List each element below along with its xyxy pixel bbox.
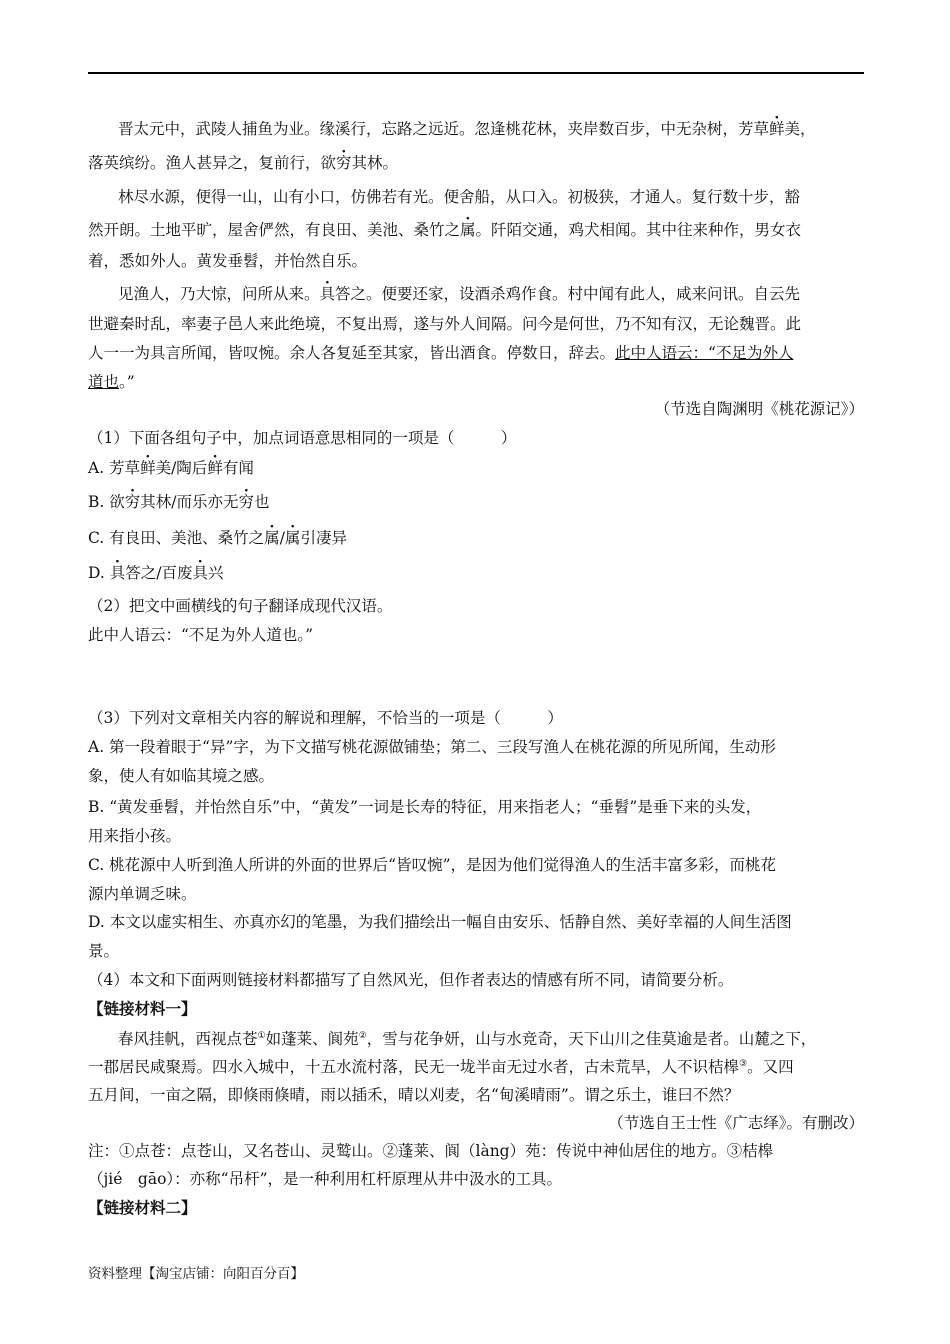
q1-stem: （1）下面各组句子中，加点词语意思相同的一项是（ ） <box>88 429 517 447</box>
material-1-line1: 春风挂帆，西视点苍①如蓬莱、阆苑②，雪与花争妍，山与水竞奇，天下山川之佳莫逾是者。山麓之下， <box>118 1030 817 1048</box>
material-1-note-line1: 注：①点苍：点苍山，又名苍山、灵鹫山。②蓬莱、阆（làng）苑：传说中神仙居住的地方。③桔槔 <box>88 1142 774 1160</box>
q2-stem: （2）把文中画横线的句子翻译成现代汉语。 <box>88 597 393 615</box>
passage-p3-line1: 见渔人，乃大惊，问所从来。具答之。便要还家，设酒杀鸡作食。村中闻有此人，咸来问讯。自云先 <box>118 285 801 303</box>
q3-option-d-line1: D. 本文以虚实相生、亦真亦幻的笔墨，为我们描绘出一幅自由安乐、恬静自然、美好幸福的人间生活图 <box>88 913 792 931</box>
header-rule <box>88 72 864 74</box>
material-1-title: 【链接材料一】 <box>88 999 197 1018</box>
passage-p3-line2: 世避秦时乱，率妻子邑人来此绝境，不复出焉，遂与外人间隔。问今是何世，乃不知有汉，无论魏晋。此 <box>88 315 802 333</box>
q3-option-d-line2: 景。 <box>88 942 120 960</box>
q1-option-a: A. 芳草鲜美/陶后鲜有闻 <box>88 459 254 477</box>
passage-p1-line2: 落英缤纷。渔人甚异之，复前行，欲穷其林。 <box>88 154 399 172</box>
underlined-sentence: 此中人语云：“不足为外人 <box>615 344 794 362</box>
passage-p3-line4: 道也。” <box>88 373 135 391</box>
material-1-line3: 五月间，一亩之隔，即倏雨倏晴，雨以插禾，晴以刈麦，名“甸溪晴雨”。谓之乐土，谁曰不然？ <box>88 1086 740 1104</box>
q4-stem: （4）本文和下面两则链接材料都描写了自然风光，但作者表达的情感有所不同，请简要分析。 <box>88 971 734 989</box>
material-1-source: （节选自王士性《广志绎》。有删改） <box>608 1114 864 1132</box>
q1-option-b: B. 欲穷其林/而乐亦无穷也 <box>88 493 270 511</box>
passage-p1-line1: 晋太元中，武陵人捕鱼为业。缘溪行，忘路之远近。忽逢桃花林，夹岸数百步，中无杂树，芳草鲜美， <box>118 120 816 138</box>
material-1-line2: 一郡居民咸聚焉。四水入城中，十五水流村落，民无一垅半亩无过水者，古未荒旱，人不识桔槔③。又四 <box>88 1058 794 1076</box>
q3-option-b-line2: 用来指小孩。 <box>88 827 182 845</box>
footer-text: 资料整理【淘宝店铺：向阳百分百】 <box>88 1266 304 1282</box>
passage-p2-line3: 着，悉如外人。黄发垂髫，并怡然自乐。 <box>88 252 368 270</box>
q3-stem: （3）下列对文章相关内容的解说和理解，不恰当的一项是（ ） <box>88 709 563 727</box>
passage-p2-line1: 林尽水源，便得一山，山有小口，仿佛若有光。便舍船，从口入。初极狭，才通人。复行数十步，豁 <box>118 188 801 206</box>
q3-option-a-line2: 象，使人有如临其境之感。 <box>88 767 275 785</box>
q3-option-c-line2: 源内单调乏味。 <box>88 885 197 903</box>
q2-sentence: 此中人语云：“不足为外人道也。” <box>88 626 314 644</box>
passage-source: （节选自陶渊明《桃花源记》） <box>654 400 864 418</box>
material-1-note-line2: （jié gāo）：亦称“吊杆”，是一种利用杠杆原理从井中汲水的工具。 <box>88 1170 563 1188</box>
passage-p2-line2: 然开朗。土地平旷，屋舍俨然，有良田、美池、桑竹之属。阡陌交通，鸡犬相闻。其中往来种作，男女衣 <box>88 221 802 239</box>
q1-option-d: D. 具答之/百废具兴 <box>88 564 224 582</box>
q3-option-a-line1: A. 第一段着眼于“异”字，为下文描写桃花源做铺垫；第二、三段写渔人在桃花源的所见所闻，生动形 <box>88 738 776 756</box>
q3-option-b-line1: B. “黄发垂髫，并怡然自乐”中，“黄发”一词是长寿的特征，用来指老人；“垂髫”是垂下来的头发， <box>88 798 762 816</box>
passage-p3-line3: 人一一为具言所闻，皆叹惋。余人各复延至其家，皆出酒食。停数日，辞去。此中人语云：“不足为外人 <box>88 344 794 362</box>
q3-option-c-line1: C. 桃花源中人听到渔人所讲的外面的世界后“皆叹惋”，是因为他们觉得渔人的生活丰富多彩，而桃花 <box>88 856 777 874</box>
material-2-title: 【链接材料二】 <box>88 1198 197 1217</box>
q1-option-c: C. 有良田、美池、桑竹之属/属引凄异 <box>88 529 347 547</box>
